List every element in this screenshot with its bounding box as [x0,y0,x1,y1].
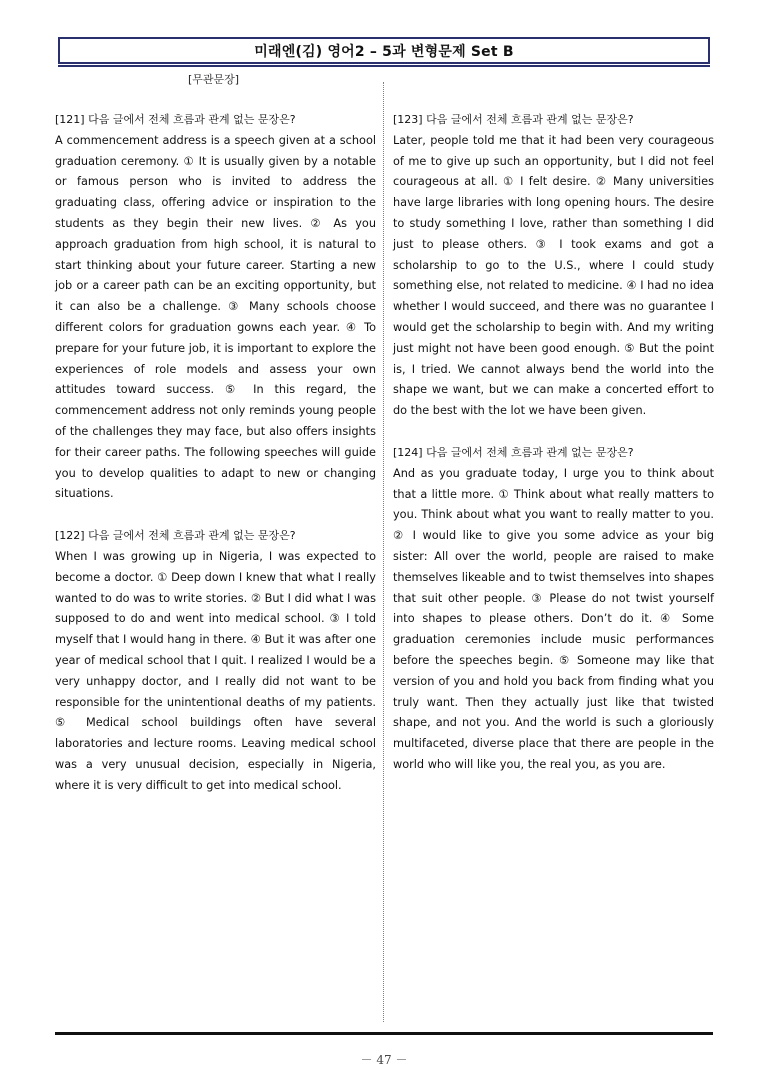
right-column [393,110,714,797]
question-121 [55,110,376,505]
question-passage: And as you graduate today, I urge you to think about that a little more. ① Think about what really matters to you. Think about what you want to really matter to you. ② I would like to give you some advice as your big sister: All over the world, people are raised to make themselves likeable and to twist themselves into shapes that suit other people. ③ Please do not twist yourself into shapes to please others. Don’t do it. ④ Some graduation ceremonies include music performances before the speeches begin. ⑤ Someone may like that version of you and hold you back from finding what you truly want. Then they actually just like that twisted shape, and not you. And the world is such a gloriously multifaceted, diverse place that there are people in the world who will like you, the real you, as you are. [393,466,714,771]
question-prompt: 다음 글에서 전체 흐름과 관계 없는 문장은? [88,529,296,543]
page-title-text: 미래엔(김) 영어2 – 5과 변형문제 Set B [254,43,514,60]
question-prompt: 다음 글에서 전체 흐름과 관계 없는 문장은? [426,445,634,459]
section-category-label: [무관문장] [188,73,240,86]
question-header [393,443,714,464]
question-header [393,110,714,131]
question-passage: When I was growing up in Nigeria, I was expected to become a doctor. ① Deep down I knew that what I really wanted to do was to write stories. ② But I did what I was supposed to do and went into medical school. ③ I told myself that I would hang in there. ④ But it was after one year of medical school that I quit. I realized I would be a very unhappy doctor, and I really did not want to be responsible for the unintentional deaths of my patients. ⑤ Medical school buildings often have several laboratories and lecture rooms. Leaving medical school was a very unusual decision, especially in Nigeria, where it is very difficult to get into medical school. [55,549,376,792]
question-123 [393,110,714,422]
question-passage: Later, people told me that it had been very courageous of me to give up such an opportunity, but I did not feel courageous at all. ① I felt desire. ② Many universities have large libraries with long opening hours. The desire to study something I love, rather than something I did just to please others. ③ I took exams and got a scholarship to go to the U.S., where I could study something else, not related to medicine. ④ I had no idea whether I would succeed, and there was no guarantee I would get the scholarship to begin with. And my writing just might not have been good enough. ⑤ But the point is, I tried. We cannot always bend the world into the shape we want, but we can make a concerted effort to do the best with the lot we have been given. [393,133,714,418]
page-title [58,37,710,64]
question-header [55,526,376,547]
question-122 [55,526,376,796]
footer-rule [55,1032,713,1035]
question-prompt: 다음 글에서 전체 흐름과 관계 없는 문장은? [88,113,296,126]
question-number: [123] [393,113,423,126]
question-number: [124] [393,445,423,459]
page-number: － 47 － [360,1053,408,1067]
question-prompt: 다음 글에서 전체 흐름과 관계 없는 문장은? [426,113,634,126]
question-passage: A commencement address is a speech given at a school graduation ceremony. ① It is usually given by a notable or famous person who is invited to address the graduating class, offering advice or inspiration to the students as they begin their new lives. ② As you approach graduation from high school, it is natural to start thinking about your future career. Starting a new job or a career path can be an exciting opportunity, but it can also be a challenge. ③ Many schools choose different colors for graduation gowns each year. ④ To prepare for your future job, it is important to explore the experiences of role models and assess your own attitudes toward success. ⑤ In this regard, the commencement address not only reminds young people of the challenges they may face, but also offers insights for their career paths. The following speeches will guide you to develop qualities to adapt to new or changing situations. [55,133,376,501]
question-number: [121] [55,113,85,126]
left-column [55,110,376,818]
column-divider [383,82,384,1022]
question-header [55,110,376,131]
question-number: [122] [55,529,85,543]
question-124 [393,443,714,776]
